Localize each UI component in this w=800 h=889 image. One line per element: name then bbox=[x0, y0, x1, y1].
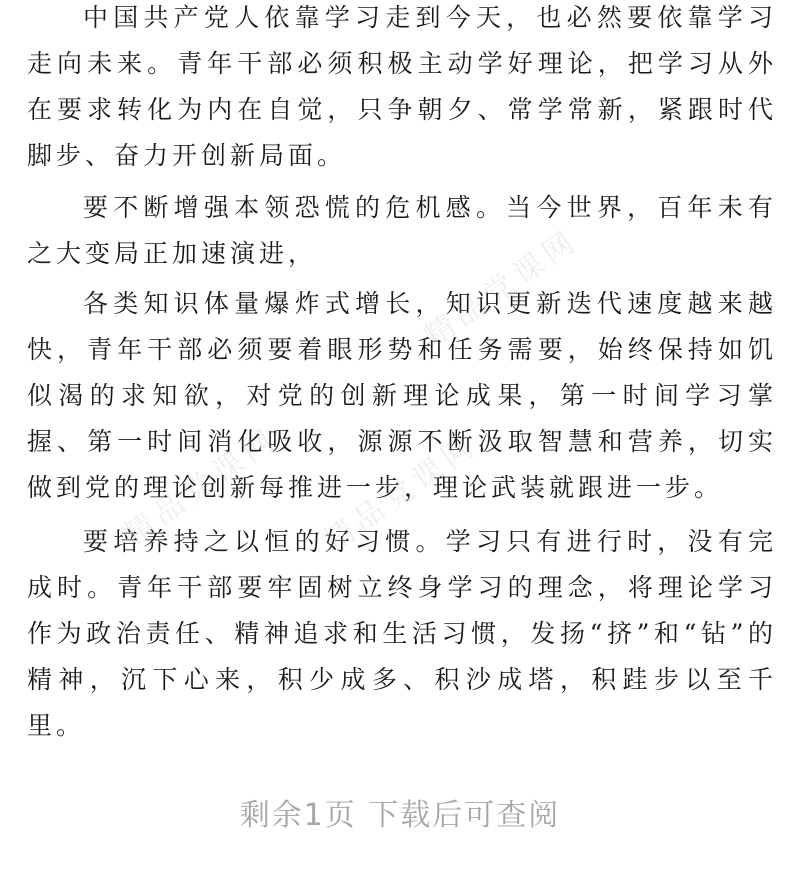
remaining-pages-notice[interactable]: 剩余1页 下载后可查阅 bbox=[239, 798, 561, 833]
watermark-text: 精品党课网 bbox=[117, 421, 286, 553]
watermark-text: 精品党课网 bbox=[418, 222, 586, 355]
paragraph-4: 要培养持之以恒的好习惯。学习只有进行时，没有完成时。青年干部要牢固树立终身学习的理念，将理论学习作为政治责任、精神追求和生活习惯，发扬“挤”和“钻”的精神，沉下心来，积少成多、积沙成塔，积跬步以至千里。 bbox=[27, 527, 777, 740]
paragraph-1: 中国共产党人依靠学习走到今天，也必然要依靠学习走向未来。青年干部必须积极主动学好理论，把学习从外在要求转化为内在自觉，只争朝夕、常学常新，紧跟时代脚步、奋力开创新局面。 bbox=[27, 3, 777, 170]
paragraph-3: 各类知识体量爆炸式增长，知识更新迭代速度越来越快，青年干部必须要着眼形势和任务需要，始终保持如饥似渴的求知欲，对党的创新理论成果，第一时间学习掌握、第一时间消化吸收，源源不断汲取智慧和营养，切实做到党的理论创新每推进一步，理论武装就跟进一步。 bbox=[27, 289, 777, 502]
document-body bbox=[27, 0, 777, 749]
watermark-text: 精品党课网 bbox=[317, 427, 485, 560]
paragraph-2: 要不断增强本领恐慌的危机感。当今世界，百年未有之大变局正加速演进， bbox=[27, 193, 777, 268]
